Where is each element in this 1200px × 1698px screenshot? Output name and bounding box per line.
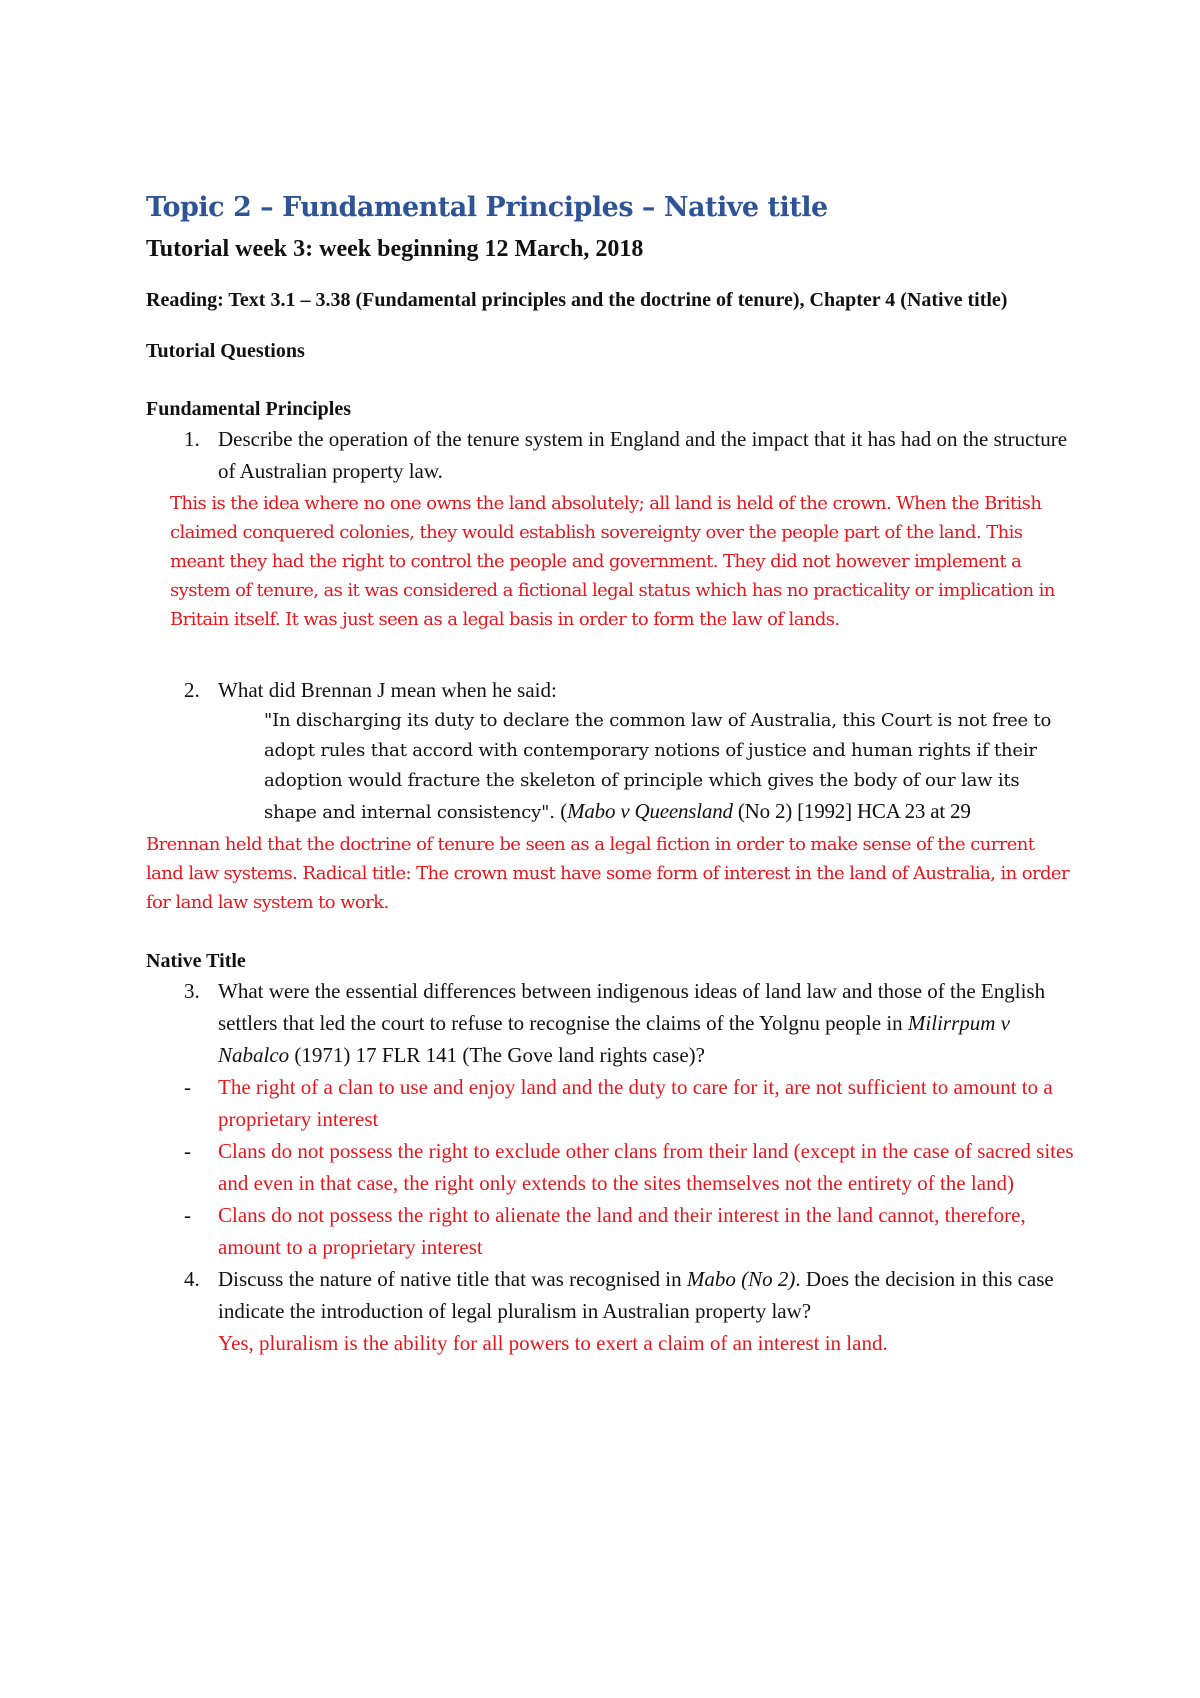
page-title: Topic 2 – Fundamental Principles – Native title (146, 192, 828, 223)
answer-1 (146, 489, 1076, 634)
question-4 (146, 1263, 1076, 1327)
question-text-end: (1971) 17 FLR 141 (The Gove land rights case)? (289, 1043, 705, 1067)
question-text-start: Discuss the nature of native title that was recognised in (218, 1267, 687, 1291)
dash-marker: - (184, 1139, 191, 1163)
brennan-quote (146, 706, 1076, 828)
answer-point (146, 1199, 1076, 1263)
answer-point-text: The right of a clan to use and enjoy land and the duty to care for it, are not sufficient to amount to a proprietary interest (218, 1075, 1053, 1131)
answer-point-text: Clans do not possess the right to alienate the land and their interest in the land cannot, therefore, amount to a proprietary interest (218, 1203, 1026, 1259)
answer-point-text: Clans do not possess the right to exclude other clans from their land (except in the case of sacred sites and even in that case, the right only extends to the sites themselves not the entirety of the land) (218, 1139, 1074, 1195)
question-text: What did Brennan J mean when he said: (218, 678, 557, 702)
question-2 (146, 674, 1076, 706)
question-1 (146, 423, 1076, 487)
question-text-end: . Does the decision in this case indicate the introduction of legal pluralism in Australian property law? (218, 1267, 1054, 1323)
section-heading-fundamental-principles: Fundamental Principles (146, 398, 352, 420)
document-page (146, 190, 1076, 1359)
dash-marker: - (184, 1075, 191, 1099)
question-text: Describe the operation of the tenure system in England and the impact that it has had on the structure of Australian property law. (218, 427, 1068, 483)
section-heading-native-title: Native Title (146, 950, 246, 972)
quote-citation: (Mabo v Queensland (No 2) [1992] HCA 23 at 29 (560, 799, 971, 823)
question-number: 3. (184, 979, 200, 1003)
case-name: Mabo (No 2) (686, 1267, 796, 1291)
question-number: 4. (184, 1267, 200, 1291)
answer-point (146, 1071, 1076, 1135)
case-name: Mabo v Queensland (567, 799, 733, 823)
question-number: 2. (184, 678, 200, 702)
question-number: 1. (184, 427, 200, 451)
page-subtitle: Tutorial week 3: week beginning 12 March, 2018 (146, 236, 644, 262)
dash-marker: - (184, 1203, 191, 1227)
case-name: Milirrpum v Nabalco (218, 1011, 1010, 1067)
quote-text: "In discharging its duty to declare the common law of Australia, this Court is not free to adopt rules that accord with contemporary notions of justice and human rights if their adoption would fracture the skeleton of principle which gives the body of our law its shape and internal consistency". (264, 710, 1052, 823)
answer-point (146, 1135, 1076, 1199)
question-3 (146, 975, 1076, 1071)
reading-line: Reading: Text 3.1 – 3.38 (Fundamental principles and the doctrine of tenure), Chapter 4 (Native title) (146, 289, 1008, 311)
tutorial-questions-heading: Tutorial Questions (146, 340, 305, 362)
answer-4: Yes, pluralism is the ability for all powers to exert a claim of an interest in land. (218, 1331, 888, 1355)
question-text-start: What were the essential differences between indigenous ideas of land law and those of the English settlers that led the court to refuse to recognise the claims of the Yolgnu people in (218, 979, 1046, 1035)
answer-2: Brennan held that the doctrine of tenure be seen as a legal fiction in order to make sense of the current land law systems. Radical title: The crown must have some form of interest in the land of Australia, in order for land law system to work. (146, 834, 1069, 913)
answer-text: This is the idea where no one owns the land absolutely; all land is held of the crown. When the British claimed conquered colonies, they would establish sovereignty over the people part of the land. This meant they had the right to control the people and government. They did not however implement a system of tenure, as it was considered a fictional legal status which has no practicality or implication in Britain itself. It was just seen as a legal basis in order to form the law of lands. (170, 493, 1055, 630)
